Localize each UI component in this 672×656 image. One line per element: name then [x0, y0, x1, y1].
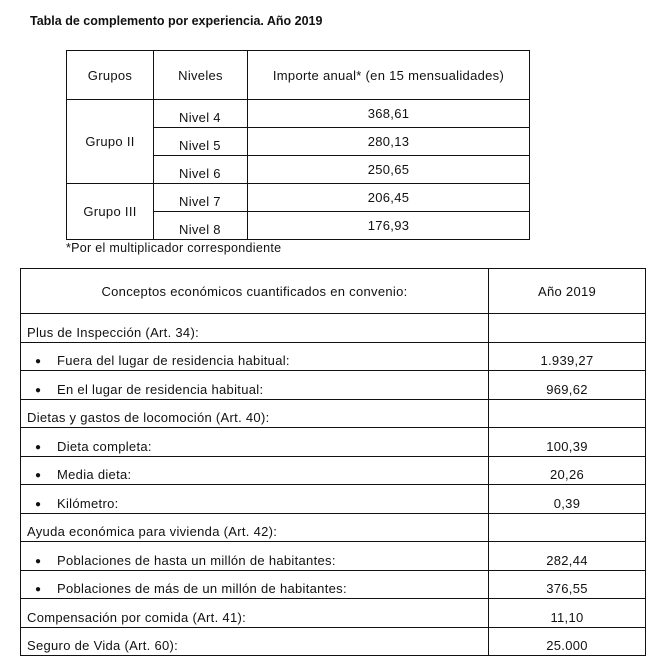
table-row	[21, 513, 646, 542]
bullet-icon: ●	[35, 384, 42, 396]
document-title: Tabla de complemento por experiencia. Año 2019	[30, 14, 323, 28]
value-cell: 376,55	[489, 570, 646, 599]
value-cell	[489, 513, 646, 542]
group-cell: Grupo II	[67, 100, 154, 184]
section-label: Seguro de Vida (Art. 60):	[21, 627, 489, 656]
value-cell: 282,44	[489, 542, 646, 571]
section-label: Plus de Inspección (Art. 34):	[21, 314, 489, 343]
table-row	[21, 428, 646, 457]
table-row	[21, 542, 646, 571]
value-cell: 969,62	[489, 371, 646, 400]
item-text: Poblaciones de más de un millón de habitantes:	[57, 581, 347, 596]
item-text: Media dieta:	[57, 467, 132, 482]
item-label	[21, 342, 489, 371]
bullet-icon: ●	[35, 555, 42, 567]
bullet-icon: ●	[35, 441, 42, 453]
item-label	[21, 371, 489, 400]
value-cell	[489, 314, 646, 343]
amount-cell: 368,61	[367, 106, 410, 121]
bullet-icon: ●	[35, 498, 42, 510]
value-cell: 1.939,27	[489, 342, 646, 371]
level-cell: Nivel 7	[154, 184, 248, 212]
item-label	[21, 570, 489, 599]
level-cell: Nivel 4	[154, 100, 248, 128]
value-cell: 0,39	[489, 485, 646, 514]
item-text: En el lugar de residencia habitual:	[57, 381, 264, 397]
column-header-levels: Niveles	[154, 51, 248, 100]
bullet-icon: ●	[35, 356, 42, 367]
section-label: Ayuda económica para vivienda (Art. 42):	[21, 513, 489, 542]
value-cell	[489, 399, 646, 428]
value-cell: 100,39	[489, 428, 646, 457]
table-row	[21, 627, 646, 656]
column-header-groups: Grupos	[67, 51, 154, 100]
amount-cell: 280,13	[248, 128, 530, 156]
amount-cell: 206,45	[248, 184, 530, 212]
table-row	[21, 456, 646, 485]
item-label	[21, 485, 489, 514]
level-cell: Nivel 5	[154, 128, 248, 156]
table-row	[21, 314, 646, 343]
experience-complement-table	[66, 50, 530, 240]
table-row	[67, 100, 530, 128]
bullet-icon: ●	[35, 470, 42, 481]
item-text: Dieta completa:	[57, 438, 152, 454]
value-cell: 20,26	[489, 456, 646, 485]
footnote: *Por el multiplicador correspondiente	[66, 241, 282, 255]
table-row	[21, 570, 646, 599]
section-label: Dietas y gastos de locomoción (Art. 40):	[21, 399, 489, 428]
item-label	[21, 456, 489, 485]
amount-cell: 176,93	[248, 212, 530, 240]
bullet-icon: ●	[35, 584, 42, 595]
item-label	[21, 428, 489, 457]
table-row	[21, 399, 646, 428]
level-cell: Nivel 6	[154, 156, 248, 184]
table-header-row	[67, 51, 530, 100]
table-row	[21, 485, 646, 514]
table-row	[21, 371, 646, 400]
column-header-year: Año 2019	[489, 269, 646, 314]
table-row	[67, 184, 530, 212]
item-text: Poblaciones de hasta un millón de habitantes:	[57, 552, 336, 568]
level-cell: Nivel 8	[154, 212, 248, 240]
item-text: Kilómetro:	[57, 495, 119, 511]
section-label: Compensación por comida (Art. 41):	[21, 599, 489, 628]
table-header-row	[21, 269, 646, 314]
column-header-amount: Importe anual* (en 15 mensualidades)	[248, 51, 530, 100]
economic-concepts-table	[20, 268, 646, 656]
value-cell: 25.000	[489, 627, 646, 656]
value-cell: 11,10	[489, 599, 646, 628]
group-cell: Grupo III	[67, 184, 154, 240]
column-header-concepts: Conceptos económicos cuantificados en convenio:	[21, 269, 489, 314]
item-text: Fuera del lugar de residencia habitual:	[57, 353, 290, 368]
table-row	[21, 599, 646, 628]
table-row	[21, 342, 646, 371]
item-label	[21, 542, 489, 571]
amount-cell: 250,65	[248, 156, 530, 184]
